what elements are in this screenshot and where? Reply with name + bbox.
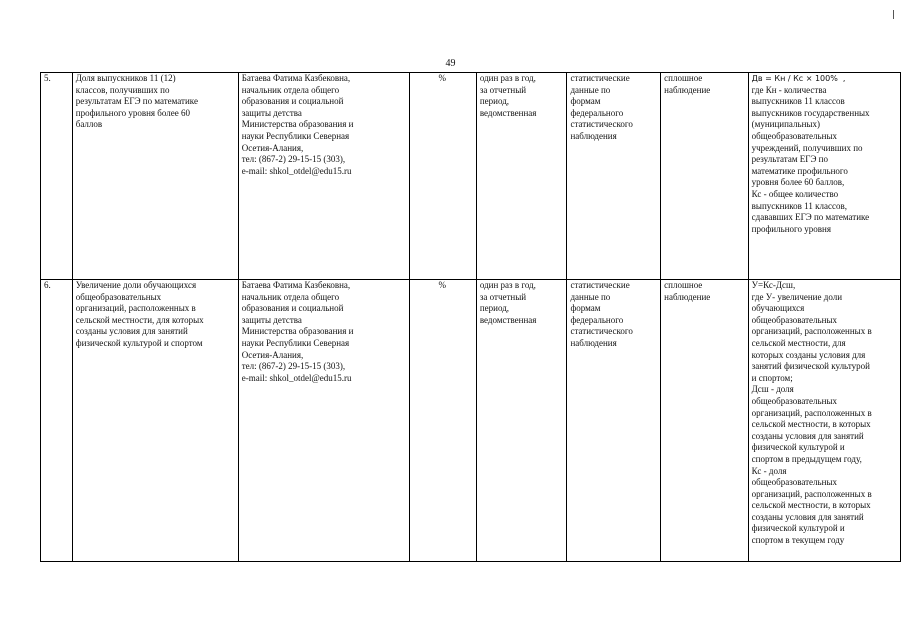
formula-note: где Кн - количества выпускников 11 классов выпускников государственных (муниципальных) общеобразовательных учреждений, получивших по результатам ЕГЭ по математике профильного уровня более 60 баллов, Кс - общее количество выпускников 11 классов, сдававших ЕГЭ по математике профильного уровня bbox=[751, 84, 870, 234]
indicators-table bbox=[40, 72, 901, 562]
responsible-cell bbox=[238, 280, 409, 562]
scan-edge-mark bbox=[893, 10, 894, 19]
unit-text: % bbox=[438, 73, 446, 83]
period-text: один раз в год, за отчетный период, ведомственная bbox=[479, 73, 537, 118]
row-number: 6. bbox=[44, 280, 51, 290]
period-cell bbox=[476, 280, 567, 562]
source-text: статистические данные по формам федерального статистического наблюдения bbox=[570, 280, 633, 348]
formula-cell bbox=[748, 73, 900, 280]
responsible-cell bbox=[238, 73, 409, 280]
row-number-cell bbox=[41, 73, 73, 280]
indicator-cell bbox=[72, 73, 238, 280]
formula: Дв = Кн / Кс × 100% , bbox=[751, 74, 846, 83]
source-cell bbox=[567, 73, 661, 280]
row-number: 5. bbox=[44, 73, 51, 83]
method-text: сплошное наблюдение bbox=[664, 73, 711, 95]
table-row bbox=[41, 73, 901, 280]
formula-note: где У- увеличение доли обучающихся общеобразовательных организаций, расположенных в сельской местности, для которых созданы условия для занятий физической культурой и спортом; Дсш - доля общеобразовательных организаций, расположенных в сельской местности, в которых созданы условия для занятий физической культурой и спортом в предыдущем году, Кс - доля общеобразовательных организаций, расположенных в сельской местности, в которых созданы условия для занятий физической культурой и спортом в текущем году bbox=[751, 291, 872, 546]
formula-cell bbox=[748, 280, 900, 562]
indicator-cell bbox=[72, 280, 238, 562]
source-text: статистические данные по формам федерального статистического наблюдения bbox=[570, 73, 633, 141]
indicator-text: Доля выпускников 11 (12) классов, получивших по результатам ЕГЭ по математике профильного уровня более 60 баллов bbox=[75, 73, 198, 130]
page-number: 49 bbox=[445, 58, 456, 69]
source-cell bbox=[567, 280, 661, 562]
period-cell bbox=[476, 73, 567, 280]
unit-text: % bbox=[438, 280, 446, 290]
method-cell bbox=[661, 73, 749, 280]
formula: У=Кс-Дсш, bbox=[751, 280, 796, 290]
responsible-text: Батаева Фатима Казбековна, начальник отдела общего образования и социальной защиты детства Министерства образования и науки Республики Северная Осетия-Алания, тел: (867-2) 29-15-15 (303), e-mail: shkol_otdel@edu15.ru bbox=[241, 73, 354, 176]
unit-cell bbox=[409, 73, 476, 280]
method-cell bbox=[661, 280, 749, 562]
period-text: один раз в год, за отчетный период, ведомственная bbox=[479, 280, 537, 325]
indicator-text: Увеличение доли обучающихся общеобразовательных организаций, расположенных в сельской местности, для которых созданы условия для занятий физической культурой и спортом bbox=[75, 280, 204, 348]
row-number-cell bbox=[41, 280, 73, 562]
responsible-text: Батаева Фатима Казбековна, начальник отдела общего образования и социальной защиты детства Министерства образования и науки Республики Северная Осетия-Алания, тел: (867-2) 29-15-15 (303), e-mail: shkol_otdel@edu15.ru bbox=[241, 280, 354, 383]
table-row bbox=[41, 280, 901, 562]
method-text: сплошное наблюдение bbox=[664, 280, 711, 302]
unit-cell bbox=[409, 280, 476, 562]
